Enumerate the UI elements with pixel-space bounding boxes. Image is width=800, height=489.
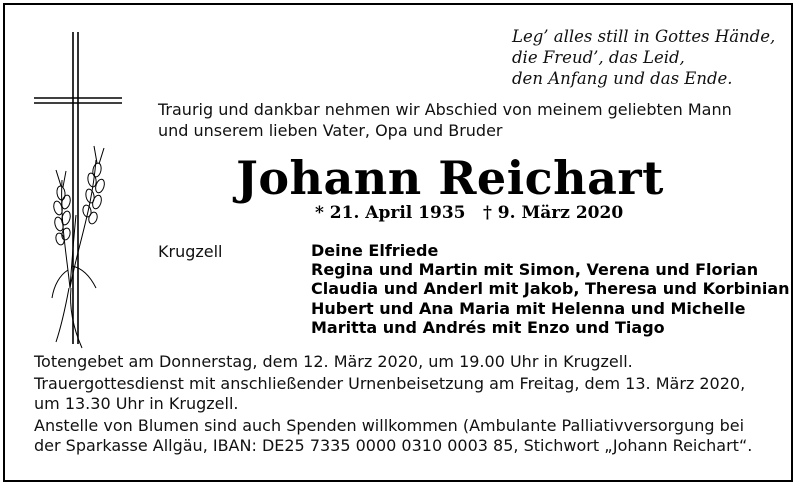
prayer-note: Totengebet am Donnerstag, dem 12. März 2020, um 19.00 Uhr in Krugzell. <box>34 352 633 371</box>
verse <box>512 26 776 89</box>
intro-text <box>158 99 778 141</box>
mourner-line: Claudia und Anderl mit Jakob, Theresa und Korbinian <box>311 279 790 299</box>
cross-icon <box>30 30 140 350</box>
mourner-line: Maritta und Andrés mit Enzo und Tiago <box>311 317 665 337</box>
deceased-name: Johann Reichart <box>236 151 664 205</box>
intro-line: Traurig und dankbar nehmen wir Abschied von meinem geliebten Mann <box>158 100 732 119</box>
donation-note: Anstelle von Blumen sind auch Spenden willkommen (Ambulante Palliativversorgung bei der Sparkasse Allgäu, IBAN: DE25 7335 0000 0310 0003 85, Stichwort „Johann Reichart“. <box>34 416 753 455</box>
verse-line: Leg’ alles still in Gottes Hände, <box>512 27 776 46</box>
mourner-line: Deine Elfriede <box>311 241 439 260</box>
service-note: Trauergottesdienst mit anschließender Urnenbeisetzung am Freitag, dem 13. März 2020, um 13.30 Uhr in Krugzell. <box>34 374 746 413</box>
verse-line: den Anfang und das Ende. <box>512 69 733 88</box>
mourners-list <box>311 241 790 337</box>
place-label: Krugzell <box>158 242 223 261</box>
wheat-icon <box>52 146 106 348</box>
death-date: † 9. März 2020 <box>483 203 624 223</box>
notes <box>34 352 774 458</box>
intro-line: und unserem lieben Vater, Opa und Bruder <box>158 121 503 140</box>
verse-line: die Freud’, das Leid, <box>512 48 685 67</box>
mourner-line: Hubert und Ana Maria mit Helenna und Michelle <box>311 298 746 318</box>
birth-date: * 21. April 1935 <box>315 203 466 223</box>
mourner-line: Regina und Martin mit Simon, Verena und Florian <box>311 260 759 280</box>
